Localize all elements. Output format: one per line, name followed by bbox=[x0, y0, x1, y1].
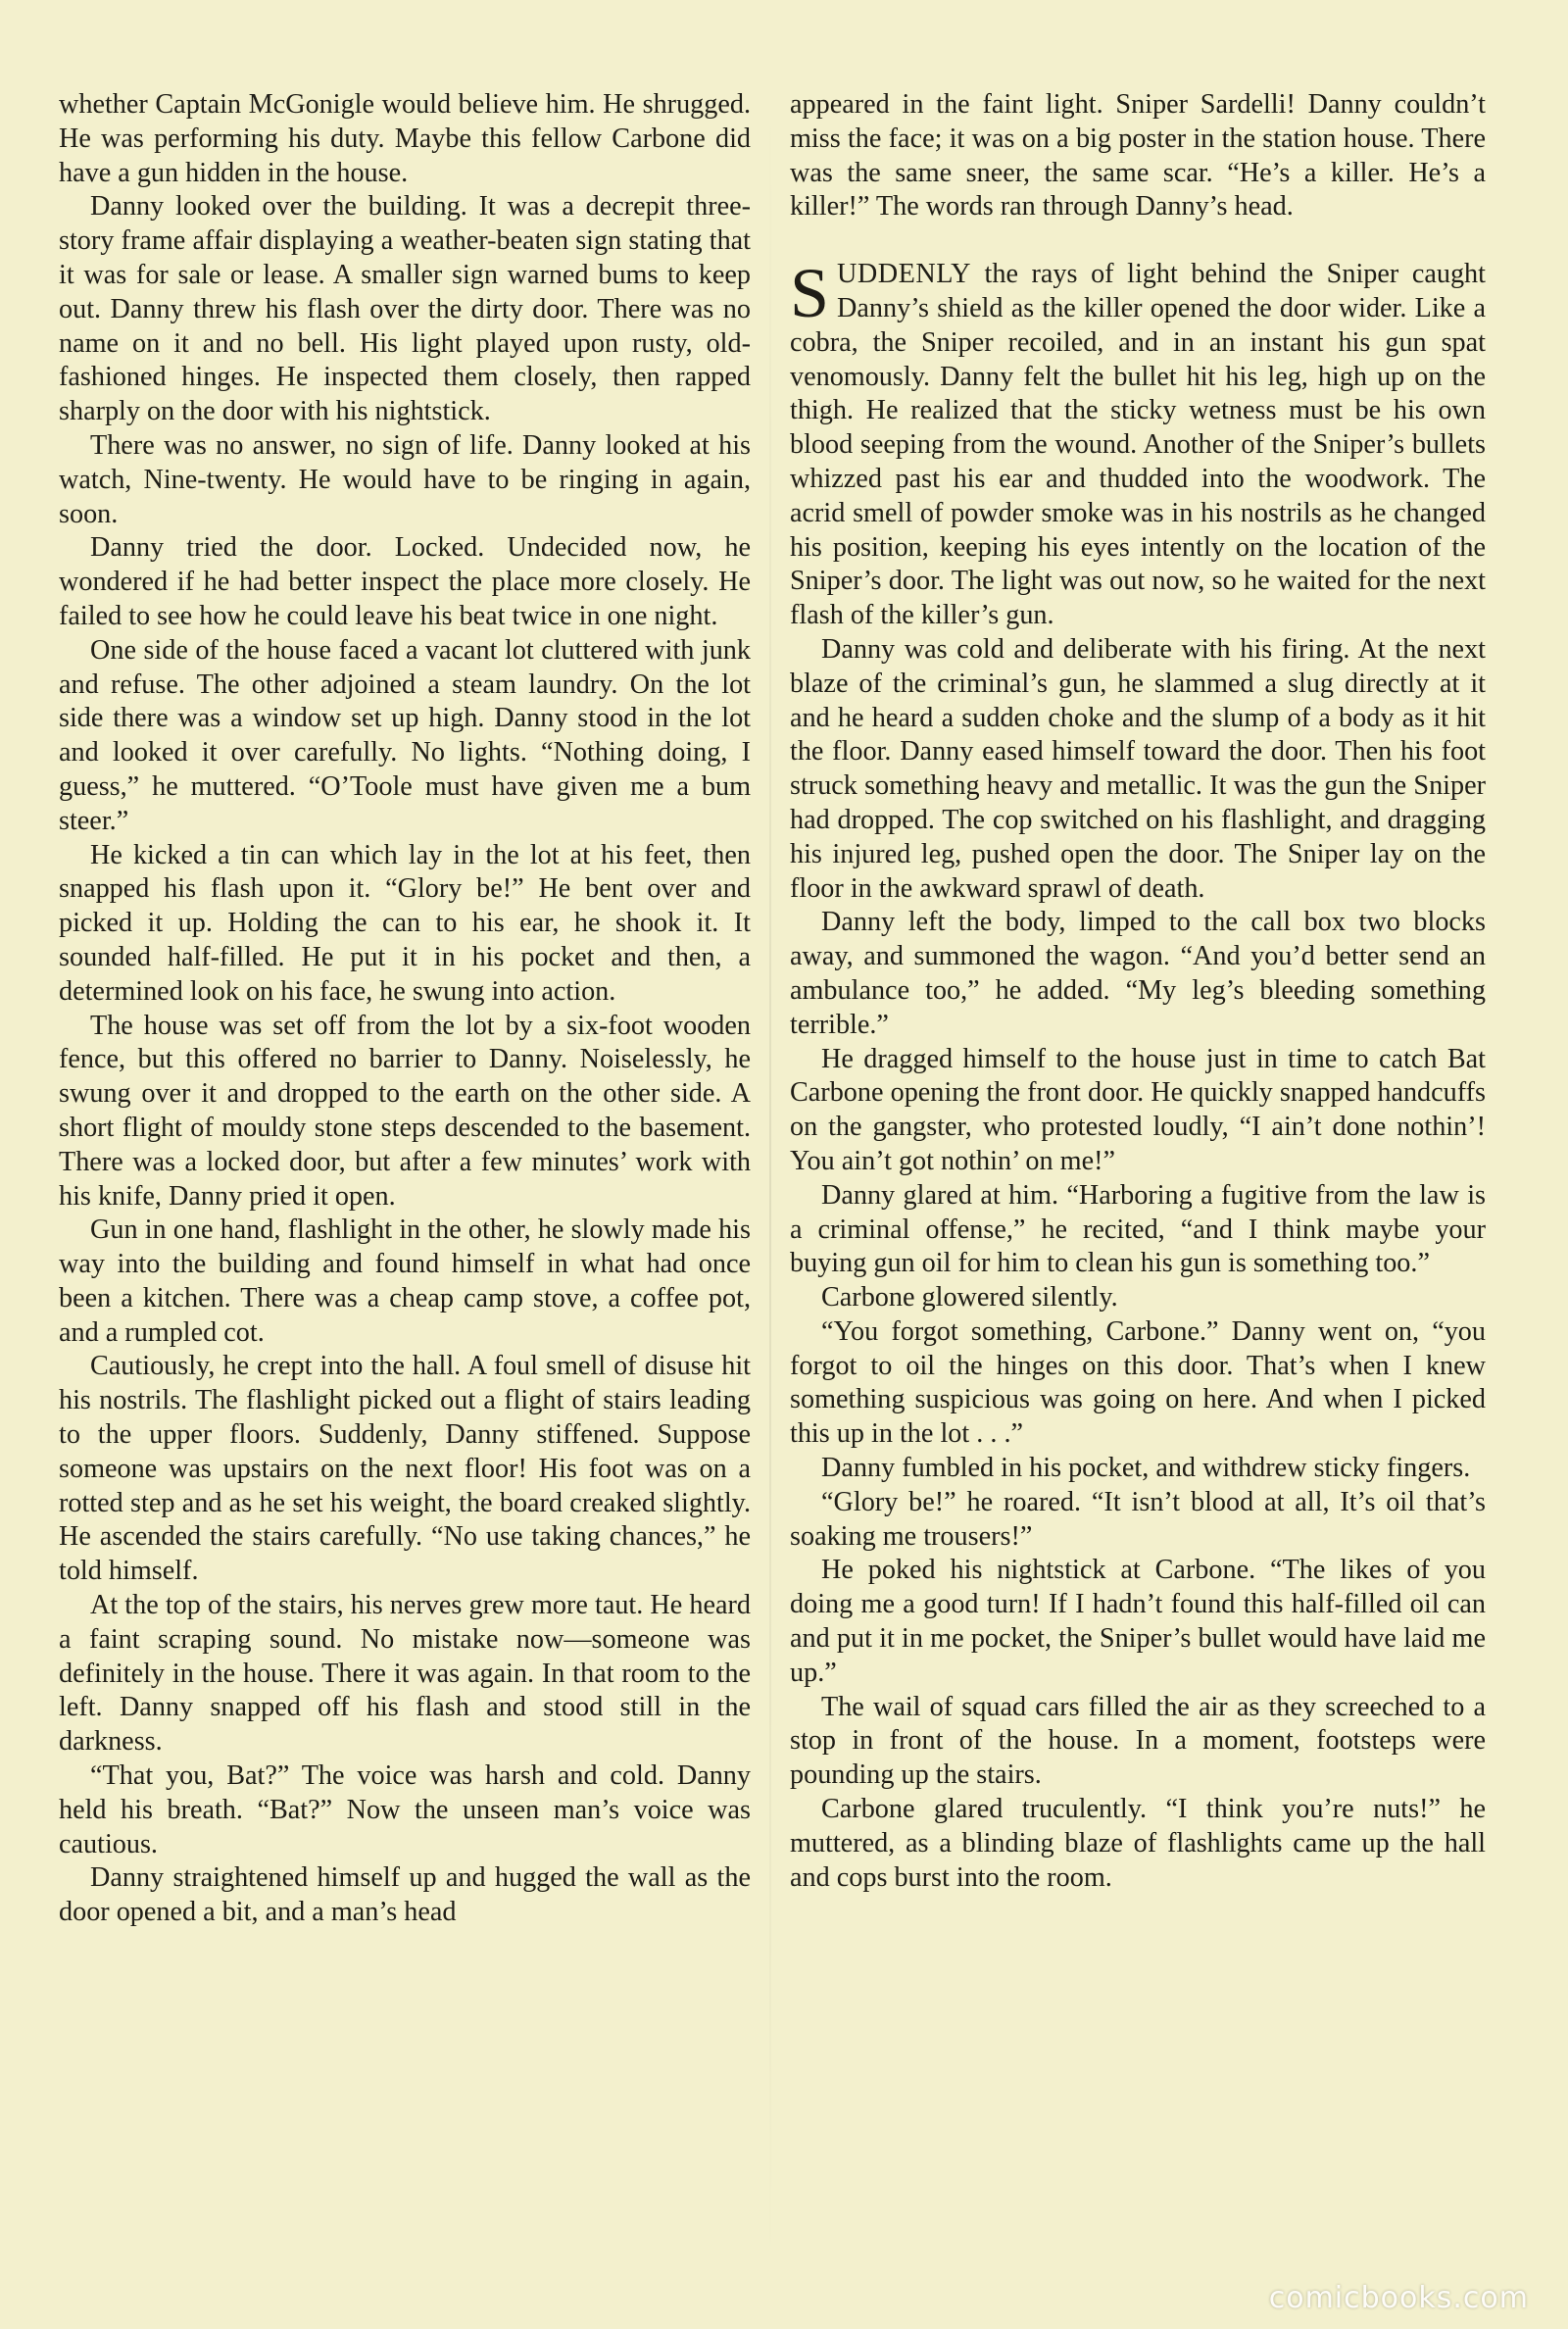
paragraph: Cautiously, he crept into the hall. A foul smell of disuse hit his nostrils. The flashlight picked out a flight of stairs leading to the upper floors. Suddenly, Danny stiffened. Suppose someone was upstairs on the next floor! His foot was on a rotted step and as he set his weight, the board creaked slightly. He ascended the stairs carefully. “No use taking chances,” he told himself. bbox=[59, 1351, 751, 1587]
left-text-column bbox=[59, 88, 751, 1930]
paragraph: He dragged himself to the house just in time to catch Bat Carbone opening the front door. He quickly snapped handcuffs on the gangster, who protested loudly, “I ain’t done nothin’! You ain’t got nothin’ on me!” bbox=[790, 1043, 1486, 1176]
paragraph: whether Captain McGonigle would believe him. He shrugged. He was performing his duty. Maybe this fellow Carbone did have a gun hidden in the house. bbox=[59, 89, 751, 188]
site-watermark: comicbooks.com bbox=[1268, 2281, 1529, 2315]
paragraph: Gun in one hand, flashlight in the other, he slowly made his way into the building and found himself in what had once been a kitchen. There was a cheap camp stove, a coffee pot, and a rumpled cot. bbox=[59, 1214, 751, 1348]
paragraph: At the top of the stairs, his nerves grew more taut. He heard a faint scraping sound. No mistake now—someone was definitely in the house. There it was again. In that room to the left. Danny snapped off his flash and stood still in the darkness. bbox=[59, 1590, 751, 1758]
drop-cap-word: UDDENLY bbox=[837, 259, 971, 290]
dropcap-paragraph bbox=[790, 254, 1486, 633]
paragraph: The house was set off from the lot by a six-foot wooden fence, but this offered no barrier to Danny. Noiselessly, he swung over it and dropped to the earth on the other side. A short flight of mouldy stone steps descended to the basement. There was a locked door, but after a few minutes’ work with his knife, Danny pried it open. bbox=[59, 1010, 751, 1212]
paragraph: There was no answer, no sign of life. Danny looked at his watch, Nine-twenty. He would have to be ringing in again, soon. bbox=[59, 429, 751, 529]
right-text-column bbox=[790, 88, 1486, 1895]
paragraph: Danny straightened himself up and hugged the wall as the door opened a bit, and a man’s head bbox=[59, 1862, 751, 1928]
paragraph: Danny was cold and deliberate with his firing. At the next blaze of the criminal’s gun, he slammed a slug directly at it and he heard a sudden choke and the slump of a body as it hit the floor. Danny eased himself toward the door. Then his foot struck something heavy and metallic. It was the gun the Sniper had dropped. The cop switched on his flashlight, and dragging his injured leg, pushed open the door. The Sniper lay on the floor in the awkward sprawl of death. bbox=[790, 633, 1486, 904]
paragraph: Danny fumbled in his pocket, and withdrew sticky fingers. bbox=[821, 1453, 1471, 1484]
paragraph: appeared in the faint light. Sniper Sardelli! Danny couldn’t miss the face; it was on a big poster in the station house. There was the same sneer, the same scar. “He’s a killer. He’s a killer!” The words ran through Danny’s head. bbox=[790, 89, 1486, 223]
paragraph: He poked his nightstick at Carbone. “The likes of you doing me a good turn! If I hadn’t found this half-filled oil can and put it in me pocket, the Sniper’s bullet would have laid me up.” bbox=[790, 1555, 1486, 1688]
column-divider bbox=[769, 98, 771, 2274]
paragraph: Danny tried the door. Locked. Undecided now, he wondered if he had better inspect the place more closely. He failed to see how he could leave his beat twice in one night. bbox=[59, 532, 751, 631]
paragraph: “You forgot something, Carbone.” Danny went on, “you forgot to oil the hinges on this door. That’s when I knew something suspicious was going on here. And when I picked this up in the lot . . .” bbox=[790, 1315, 1486, 1450]
paragraph: Carbone glared truculently. “I think you’re nuts!” he muttered, as a blinding blaze of flashlights came up the hall and cops burst into the room. bbox=[790, 1794, 1486, 1893]
paragraph: “That you, Bat?” The voice was harsh and cold. Danny held his breath. “Bat?” Now the unseen man’s voice was cautious. bbox=[59, 1760, 751, 1859]
paragraph: Danny left the body, limped to the call box two blocks away, and summoned the wagon. “And you’d better send an ambulance too,” he added. “My leg’s bleeding something terrible.” bbox=[790, 907, 1486, 1040]
paragraph: The wail of squad cars filled the air as they screeched to a stop in front of the house. In a moment, footsteps were pounding up the stairs. bbox=[790, 1691, 1486, 1791]
dropcap-paragraph-text: the rays of light behind the Sniper caught Danny’s shield as the killer opened the door wider. Like a cobra, the Sniper recoiled, and in an instant his gun spat venomously. Danny felt the bullet hit his leg, high up on the thigh. He realized that the sticky wetness must be his own blood seeping from the wound. Another of the Sniper’s bullets whizzed past his ear and thudded into the woodwork. The acrid smell of powder smoke was in his nostrils as he changed his position, keeping his eyes intently on the location of the Sniper’s door. The light was out now, so he waited for the next flash of the killer’s gun. bbox=[790, 259, 1486, 631]
paragraph: One side of the house faced a vacant lot cluttered with junk and refuse. The other adjoined a steam laundry. On the lot side there was a window set up high. Danny stood in the lot and looked it over carefully. No lights. “Nothing doing, I guess,” he muttered. “O’Toole must have given me a bum steer.” bbox=[59, 634, 751, 836]
paragraph: Carbone glowered silently. bbox=[821, 1282, 1118, 1313]
paragraph: He kicked a tin can which lay in the lot at his feet, then snapped his flash upon it. “Glory be!” He bent over and picked it up. Holding the can to his ear, he shook it. It sounded half-filled. He put it in his pocket and then, a determined look on his face, he swung into action. bbox=[59, 839, 751, 1007]
paragraph: Danny looked over the building. It was a decrepit three-story frame affair displaying a weather-beaten sign stating that it was for sale or lease. A smaller sign warned bums to keep out. Danny threw his flash over the dirty door. There was no name on it and no bell. His light played upon rusty, old-fashioned hinges. He inspected them closely, then rapped sharply on the door with his nightstick. bbox=[59, 191, 751, 427]
drop-cap: S bbox=[790, 254, 830, 333]
paragraph: Danny glared at him. “Harboring a fugitive from the law is a criminal offense,” he recited, “and I think maybe your buying gun oil for him to clean his gun is something too.” bbox=[790, 1179, 1486, 1279]
paragraph: “Glory be!” he roared. “It isn’t blood at all, It’s oil that’s soaking me trousers!” bbox=[790, 1486, 1486, 1552]
